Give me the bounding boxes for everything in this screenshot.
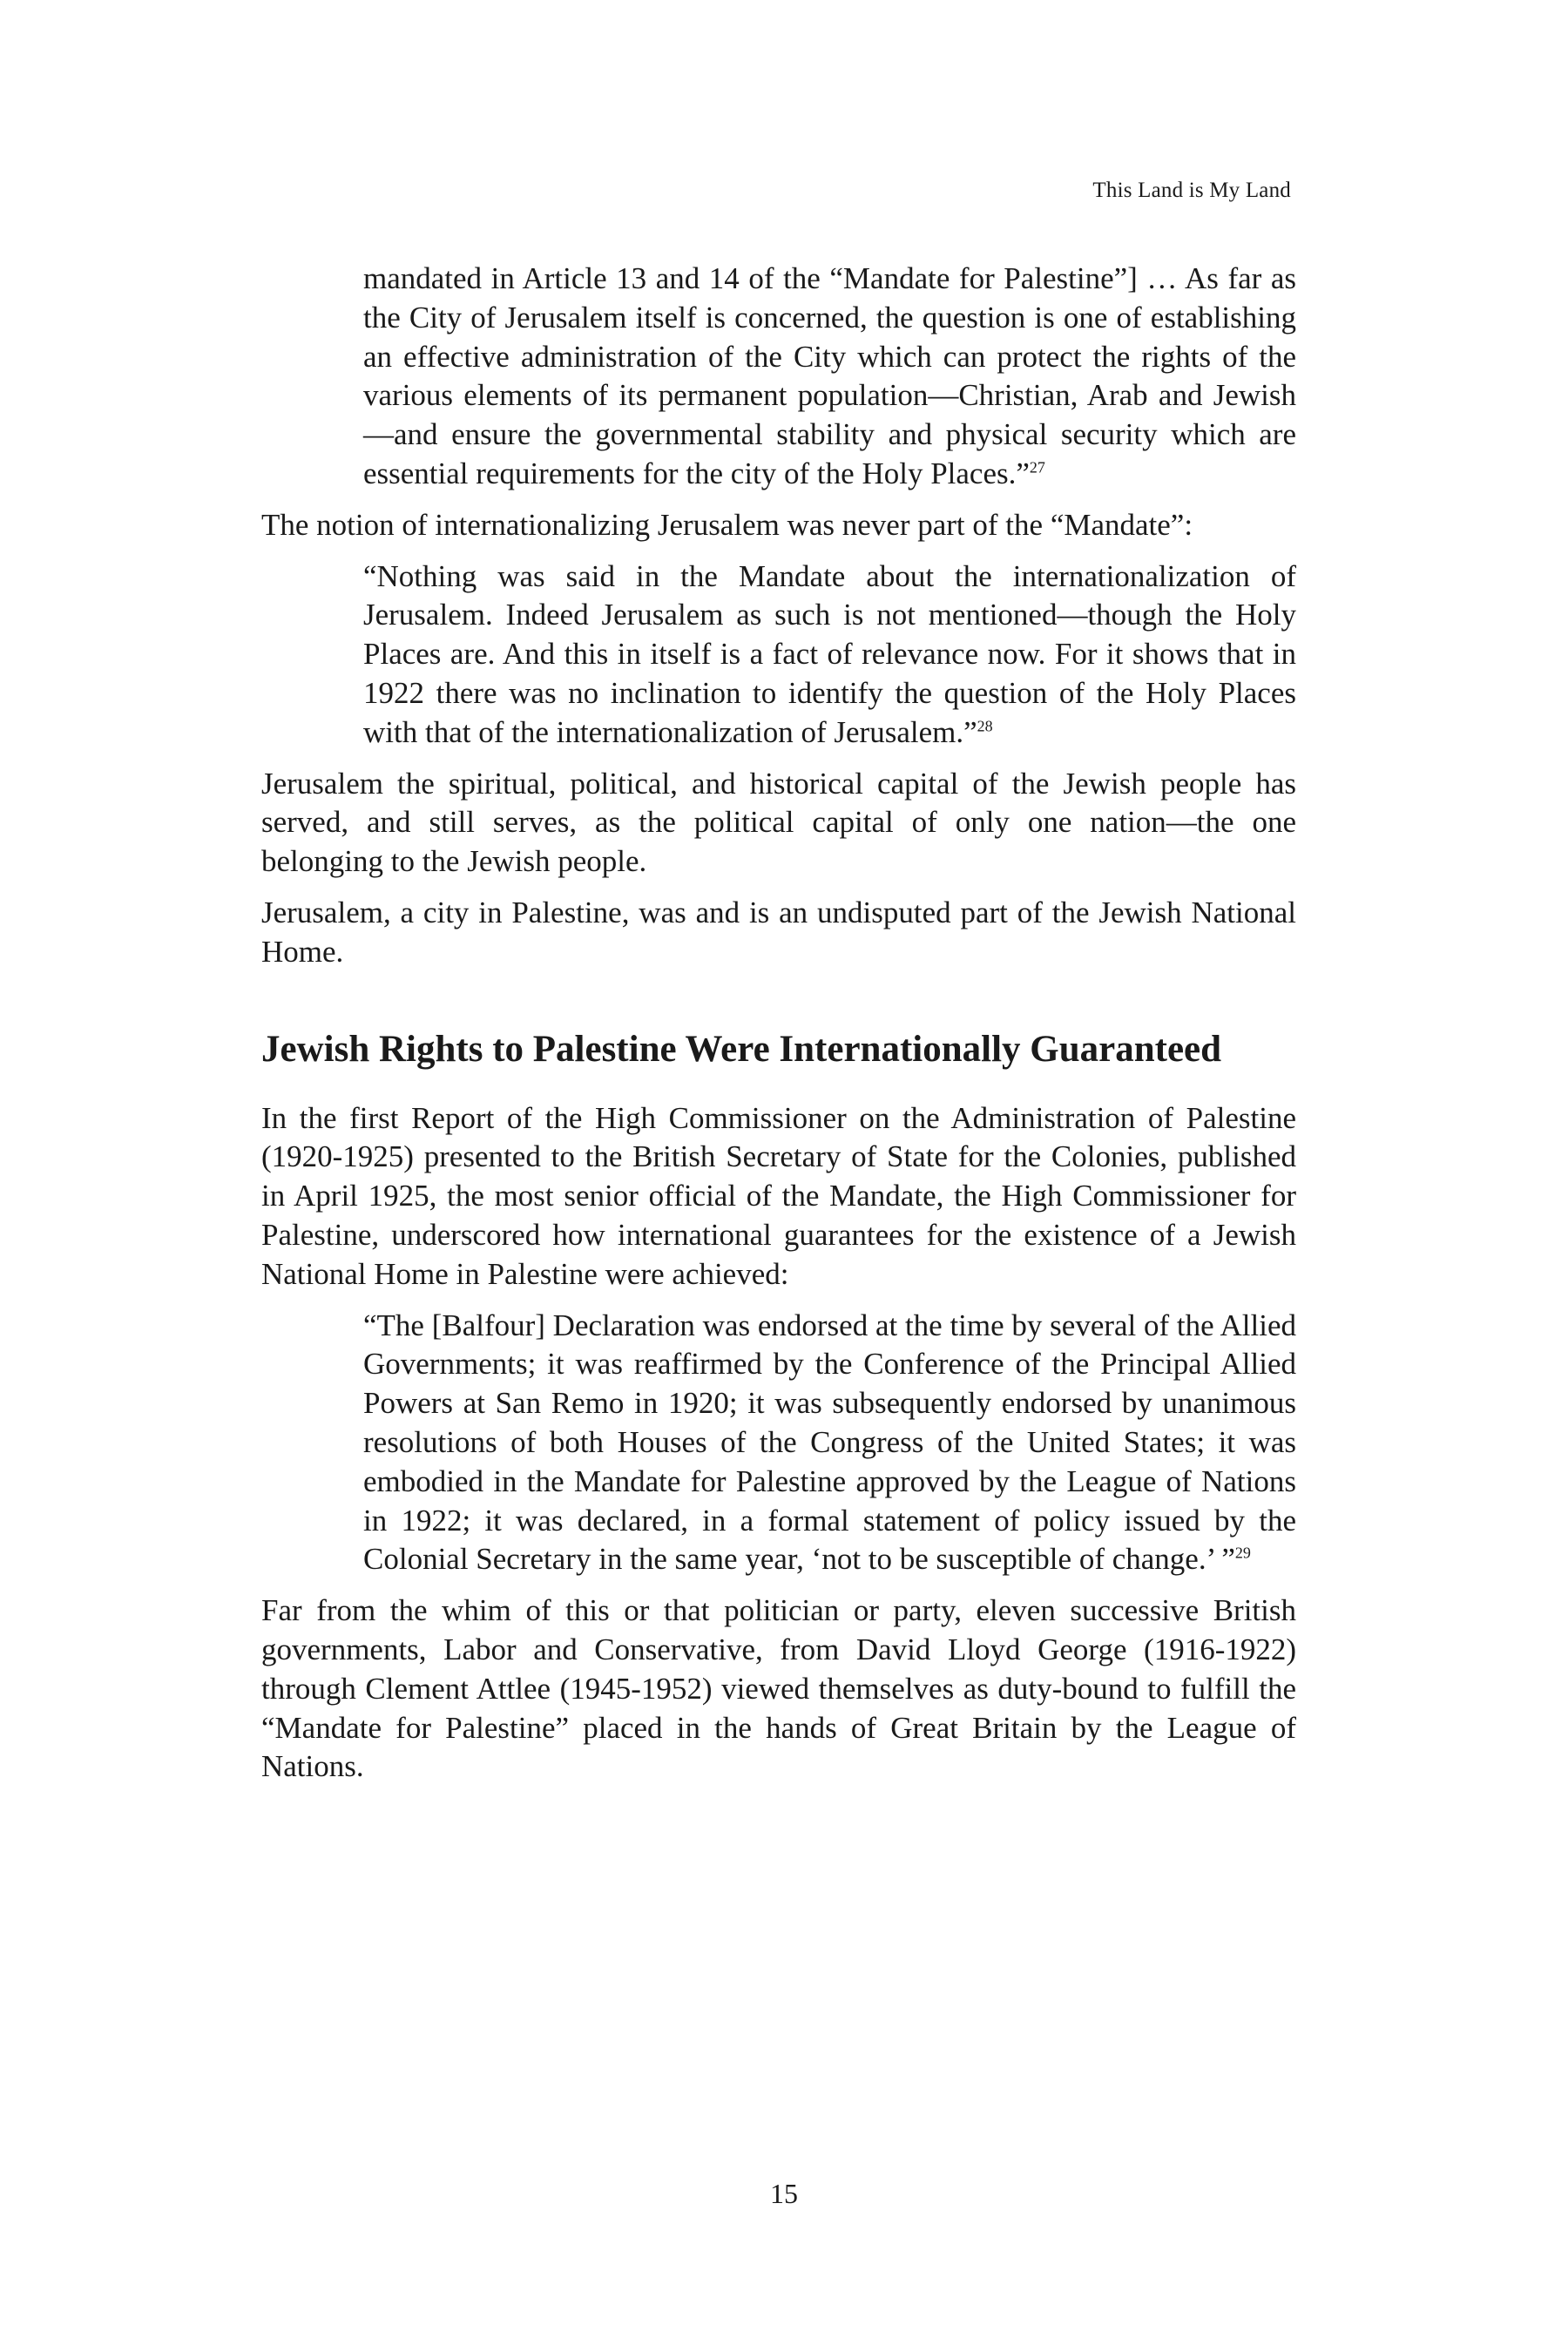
footnote-ref-28: 28: [977, 717, 993, 735]
quote-text: mandated in Article 13 and 14 of the “Mandate for Palestine”] … As far as the City of Jerusalem itself is concerned, the question is one of establishing an effective administration of the City which can protect the rights of the various elements of its permanent population—Christian, Arab and Jewish—and ensure the governmental stability and physical security which are essential requirements for the city of the Holy Places.”: [363, 261, 1296, 490]
section-heading: Jewish Rights to Palestine Were Internationally Guaranteed: [261, 1028, 1222, 1070]
body-text: [261, 260, 1296, 1799]
block-quote-continued: [363, 260, 1296, 494]
footnote-ref-27: 27: [1029, 458, 1045, 476]
block-quote-nothing: [363, 558, 1296, 753]
paragraph-capital: Jerusalem the spiritual, political, and historical capital of the Jewish people has served, and still serves, as the political capital of only one nation—the one belonging to the Jewish people.: [261, 766, 1296, 879]
page-number: 15: [770, 2178, 798, 2209]
paragraph-city: Jerusalem, a city in Palestine, was and is an undisputed part of the Jewish National Home.: [261, 895, 1296, 969]
block-quote-balfour: [363, 1307, 1296, 1580]
quote-text: “The [Balfour] Declaration was endorsed at the time by several of the Allied Governments; it was reaffirmed by the Conference of the Principal Allied Powers at San Remo in 1920; it was subsequently endorsed by unanimous resolutions of both Houses of the Congress of the United States; it was embodied in the Mandate for Palestine approved by the League of Nations in 1922; it was declared, in a formal statement of policy issued by the Colonial Secretary in the same year, ‘not to be susceptible of change.’ ”: [363, 1308, 1296, 1577]
paragraph-report: In the first Report of the High Commissioner on the Administration of Palestine (1920-1925) presented to the British Secretary of State for the Colonies, published in April 1925, the most senior official of the Mandate, the High Commissioner for Palestine, underscored how international guarantees for the existence of a Jewish National Home in Palestine were achieved:: [261, 1100, 1296, 1291]
paragraph-whim: Far from the whim of this or that politician or party, eleven successive British governments, Labor and Conservative, from David Lloyd George (1916-1922) through Clement Attlee (1945-1952) viewed themselves as duty-bound to fulfill the “Mandate for Palestine” placed in the hands of Great Britain by the League of Nations.: [261, 1593, 1296, 1784]
running-head: This Land is My Land: [1092, 179, 1291, 202]
quote-text: “Nothing was said in the Mandate about the internationalization of Jerusalem. Indeed Jerusalem as such is not mentioned—though the Holy Places are. And this in itself is a fact of relevance now. For it shows that in 1922 there was no inclination to identify the question of the Holy Places with that of the internationalization of Jerusalem.”: [363, 558, 1296, 749]
footnote-ref-29: 29: [1234, 1544, 1251, 1562]
paragraph-notion: The notion of internationalizing Jerusalem was never part of the “Mandate”:: [261, 507, 1193, 542]
